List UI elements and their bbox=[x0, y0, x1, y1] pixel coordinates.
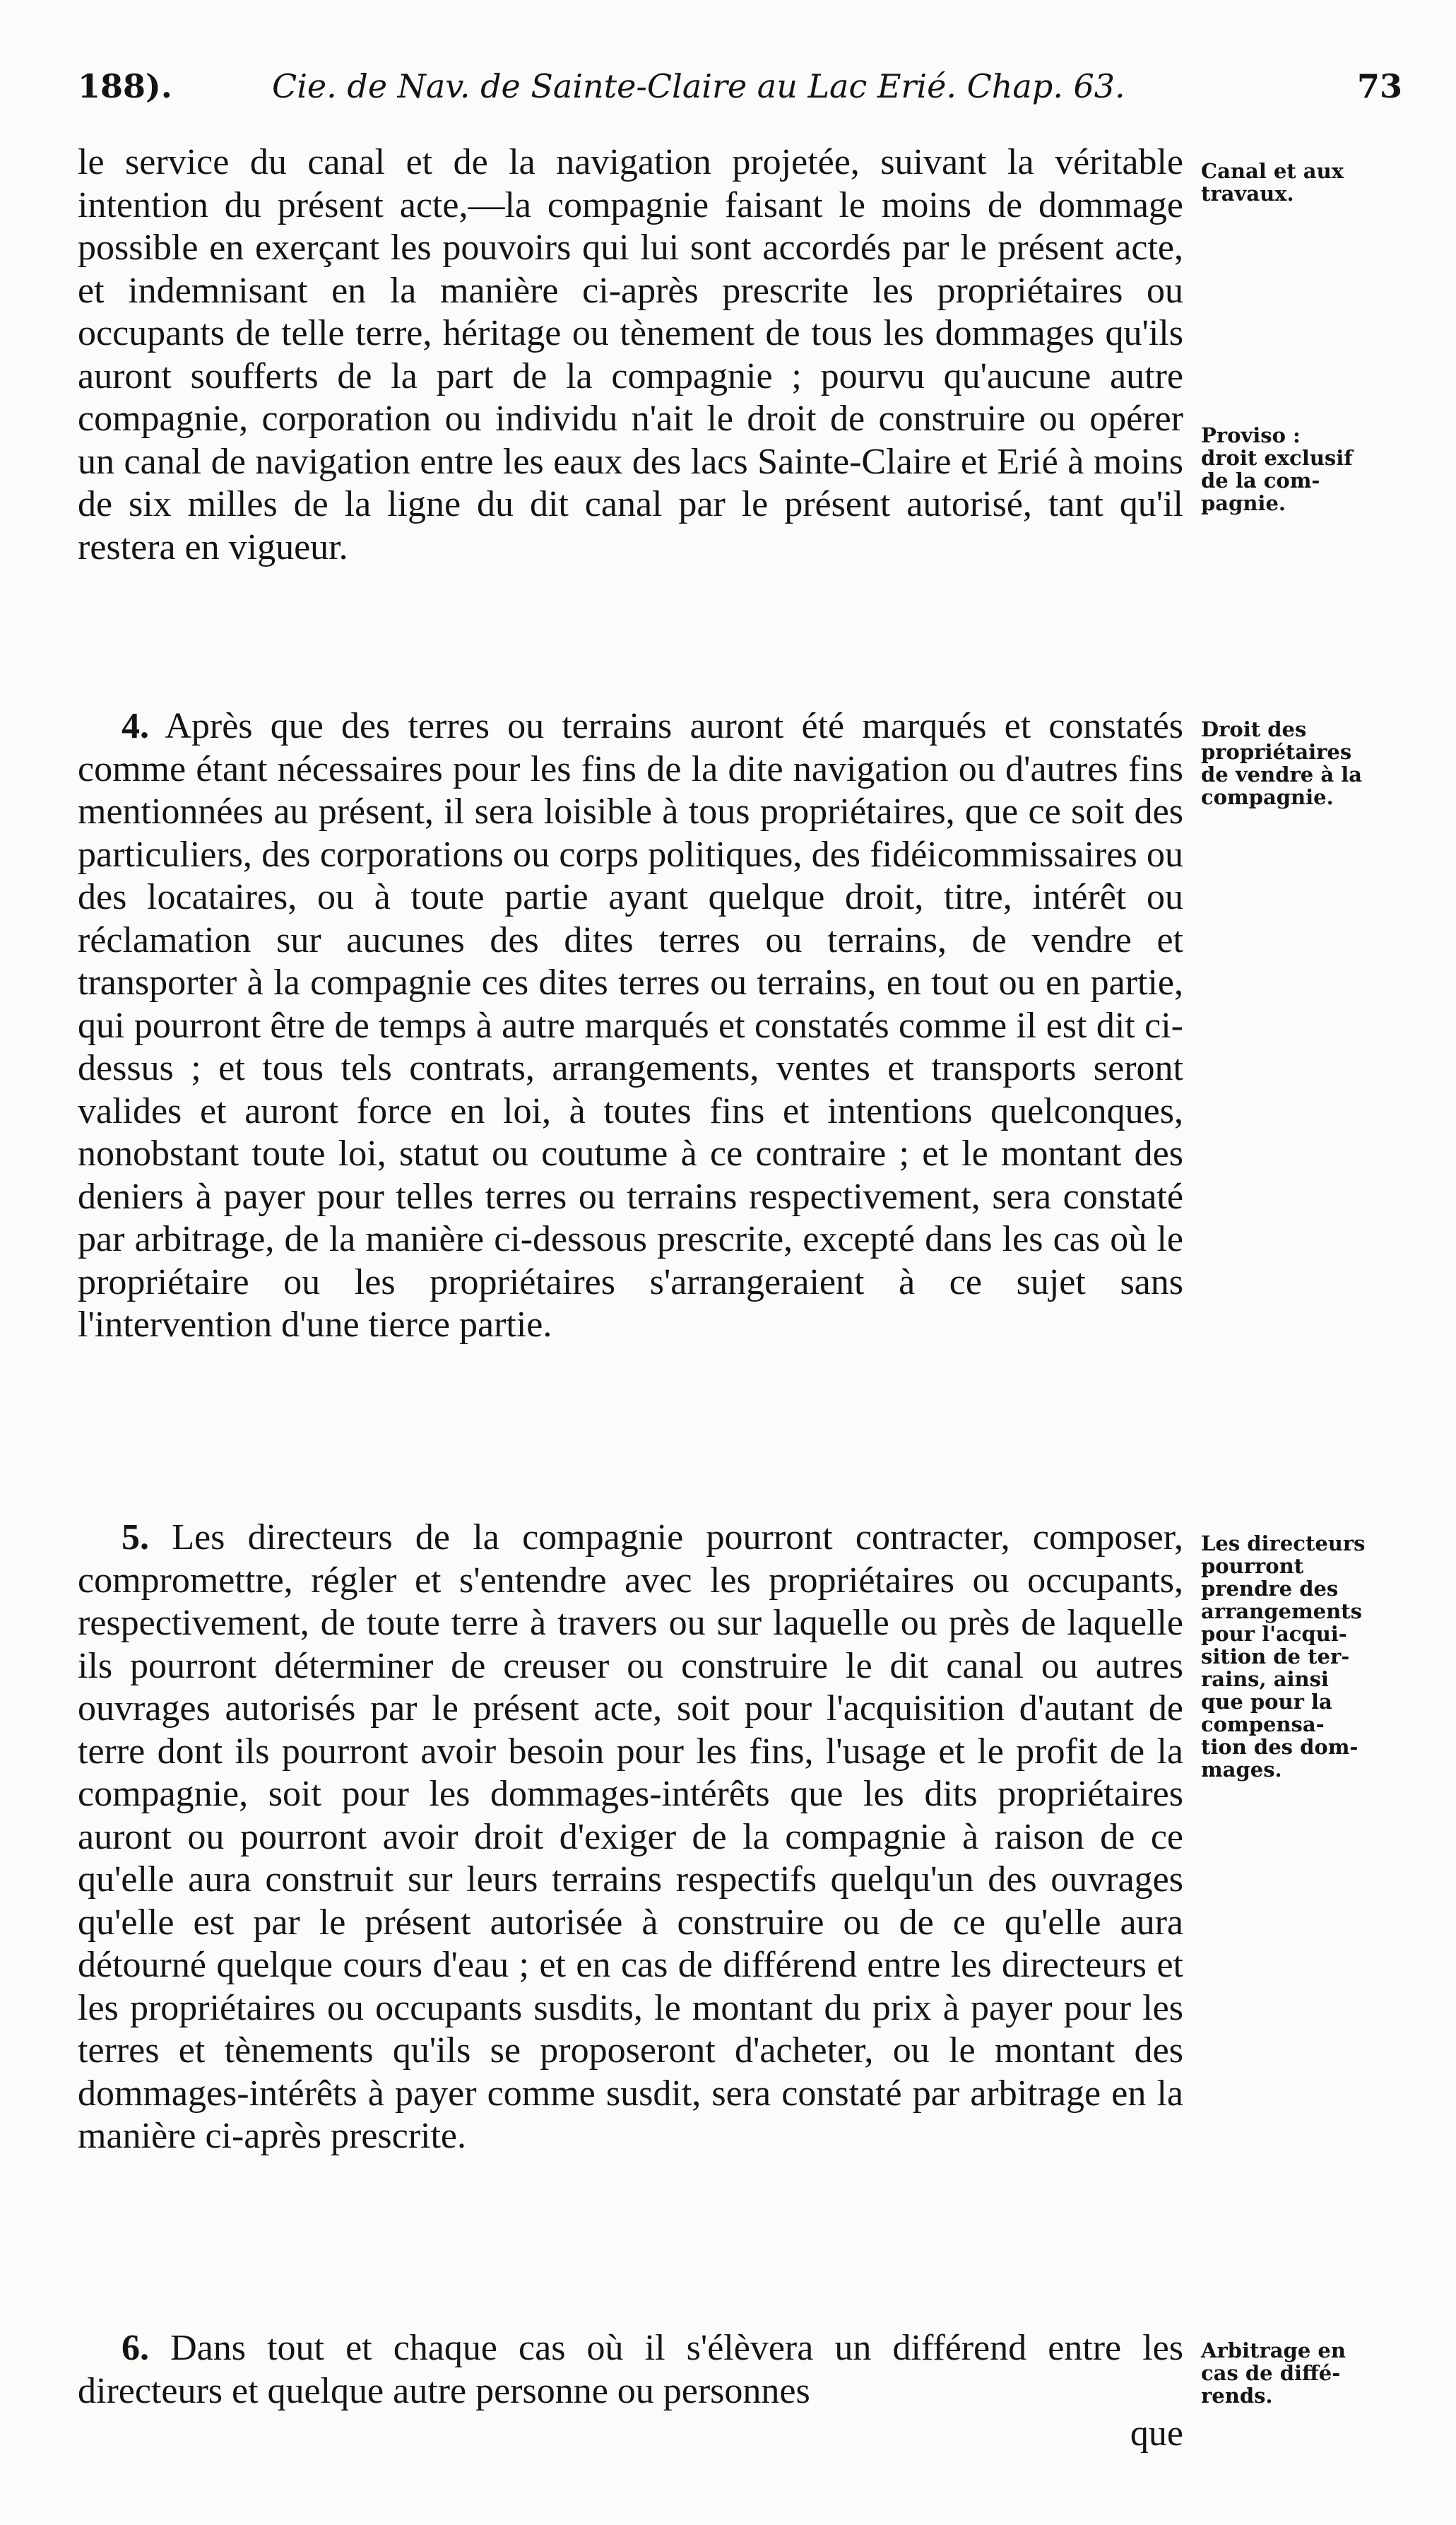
margin-note-line: propriétaires bbox=[1201, 740, 1352, 764]
margin-note-line: prendre des bbox=[1201, 1577, 1339, 1601]
margin-note-directeurs bbox=[1201, 1532, 1395, 1781]
margin-note-line: tion des dom- bbox=[1201, 1735, 1359, 1759]
section-4 bbox=[78, 705, 1183, 1347]
section-body: Les directeurs de la compagnie pourront contracter, composer, compromettre, régler et s'entendre avec les propriétaires ou occupants, respectivement, de toute terre à travers ou sur laquelle ou près de laquelle ils pourront déterminer de creuser ou construire le dit canal ou autres ouvrages autorisés par le présent acte, soit pour l'acquisition d'autant de terre dont ils pourront avoir besoin pour les fins, l'usage et le profit de la compagnie, soit pour les dommages-intérêts que les dits propriétaires auront ou pourront avoir droit d'exiger de la compagnie à raison de ce qu'elle aura construit sur leurs terrains respectifs quelqu'un des ouvrages qu'elle est par le présent autorisée à construire ou de ce qu'elle aura détourné quelque cours d'eau ; et en cas de différend entre les directeurs et les propriétaires ou occupants susdits, le montant du prix à payer pour les terres et tènements qu'ils se proposeront d'acheter, ou le montant des dommages-intérêts à payer comme susdit, sera constaté par arbitrage en la manière ci-après prescrite. bbox=[78, 1517, 1183, 2156]
paragraph-continued bbox=[78, 141, 1183, 569]
section-4-text bbox=[78, 705, 1183, 1347]
margin-note-line: compagnie. bbox=[1201, 785, 1334, 809]
section-5 bbox=[78, 1517, 1183, 2158]
margin-note-line: cas de diffé- bbox=[1201, 2361, 1341, 2385]
margin-note-line: compensa- bbox=[1201, 1712, 1325, 1736]
paragraph-text: le service du canal et de la navigation projetée, suivant la véritable intention du présent acte,—la compagnie faisant le moins de dommage possible en exerçant les pouvoirs qui lui sont accordés par le présent acte, et indemnisant en la manière ci-après prescrite les propriétaires ou occupants de telle terre, héritage ou tènement de tous les dommages qu'ils auront soufferts de la part de la compagnie ; pourvu qu'aucune autre compagnie, corporation ou individu n'ait le droit de construire ou opérer un canal de navigation entre les eaux des lacs Sainte-Claire et Erié à moins de six milles de la ligne du dit canal par le présent autorisé, tant qu'il restera en vigueur. bbox=[78, 142, 1183, 567]
margin-note-droit bbox=[1201, 718, 1395, 808]
margin-note-line: rains, ainsi bbox=[1201, 1667, 1329, 1691]
margin-note-arbitrage bbox=[1201, 2339, 1395, 2407]
header-title: Cie. de Nav. de Sainte-Claire au Lac Erié. Chap. 63. bbox=[272, 67, 1125, 105]
section-6-text bbox=[78, 2327, 1183, 2413]
margin-note-line: pourront bbox=[1201, 1554, 1304, 1578]
margin-note-line: travaux. bbox=[1201, 182, 1294, 206]
margin-note-line: Droit des bbox=[1201, 717, 1307, 741]
section-body: Après que des terres ou terrains auront été marqués et constatés comme étant nécessaires pour les fins de la dite navigation ou d'autres fins mentionnées au présent, il sera loisible à tous propriétaires, que ce soit des particuliers, des corporations ou corps politiques, des fidéicommissaires ou des locataires, ou à toute partie ayant quelque droit, titre, intérêt ou réclamation sur aucunes des dites terres ou terrains, de vendre et transporter à la compagnie ces dites terres ou terrains, en tout ou en partie, qui pourront être de temps à autre marqués et constatés comme il est dit ci-dessus ; et tous tels contrats, arrangements, ventes et transports seront valides et auront force en loi, à toutes fins et intentions quelconques, nonobstant toute loi, statut ou coutume à ce contraire ; et le montant des deniers à payer pour telles terres ou terrains respectivement, sera constaté par arbitrage, de la manière ci-dessous prescrite, excepté dans les cas où le propriétaire ou les propriétaires s'arrangeraient à ce sujet sans l'intervention d'une tierce partie. bbox=[78, 706, 1183, 1345]
margin-note-line: de vendre à la bbox=[1201, 763, 1363, 787]
margin-note-line: sition de ter- bbox=[1201, 1644, 1350, 1668]
margin-note-line: pagnie. bbox=[1201, 491, 1286, 515]
margin-note-line: rends. bbox=[1201, 2384, 1273, 2408]
margin-note-line: que pour la bbox=[1201, 1690, 1332, 1714]
section-6 bbox=[78, 2327, 1183, 2456]
margin-note-line: Les directeurs bbox=[1201, 1531, 1366, 1555]
margin-note-line: mages. bbox=[1201, 1758, 1282, 1782]
margin-note-canal bbox=[1201, 160, 1395, 205]
catchword: que bbox=[1130, 2413, 1183, 2454]
page-header bbox=[78, 67, 1402, 117]
margin-note-proviso bbox=[1201, 424, 1395, 514]
margin-note-line: arrangements bbox=[1201, 1599, 1362, 1623]
section-number: 5. bbox=[122, 1517, 149, 1558]
section-body: Dans tout et chaque cas où il s'élèvera un différend entre les directeurs et quelque autre personne ou personnes bbox=[78, 2328, 1183, 2411]
section-5-text bbox=[78, 1517, 1183, 2158]
margin-note-line: droit exclusif bbox=[1201, 446, 1353, 470]
section-number: 6. bbox=[122, 2328, 149, 2368]
section-number: 4. bbox=[122, 706, 149, 746]
margin-note-line: de la com- bbox=[1201, 469, 1320, 493]
margin-note-line: Canal et aux bbox=[1201, 159, 1344, 183]
header-year: 188). bbox=[78, 67, 172, 105]
margin-note-line: pour l'acqui- bbox=[1201, 1622, 1347, 1646]
page-number: 73 bbox=[1356, 67, 1402, 105]
margin-note-line: Proviso : bbox=[1201, 423, 1301, 447]
margin-note-line: Arbitrage en bbox=[1201, 2338, 1346, 2362]
